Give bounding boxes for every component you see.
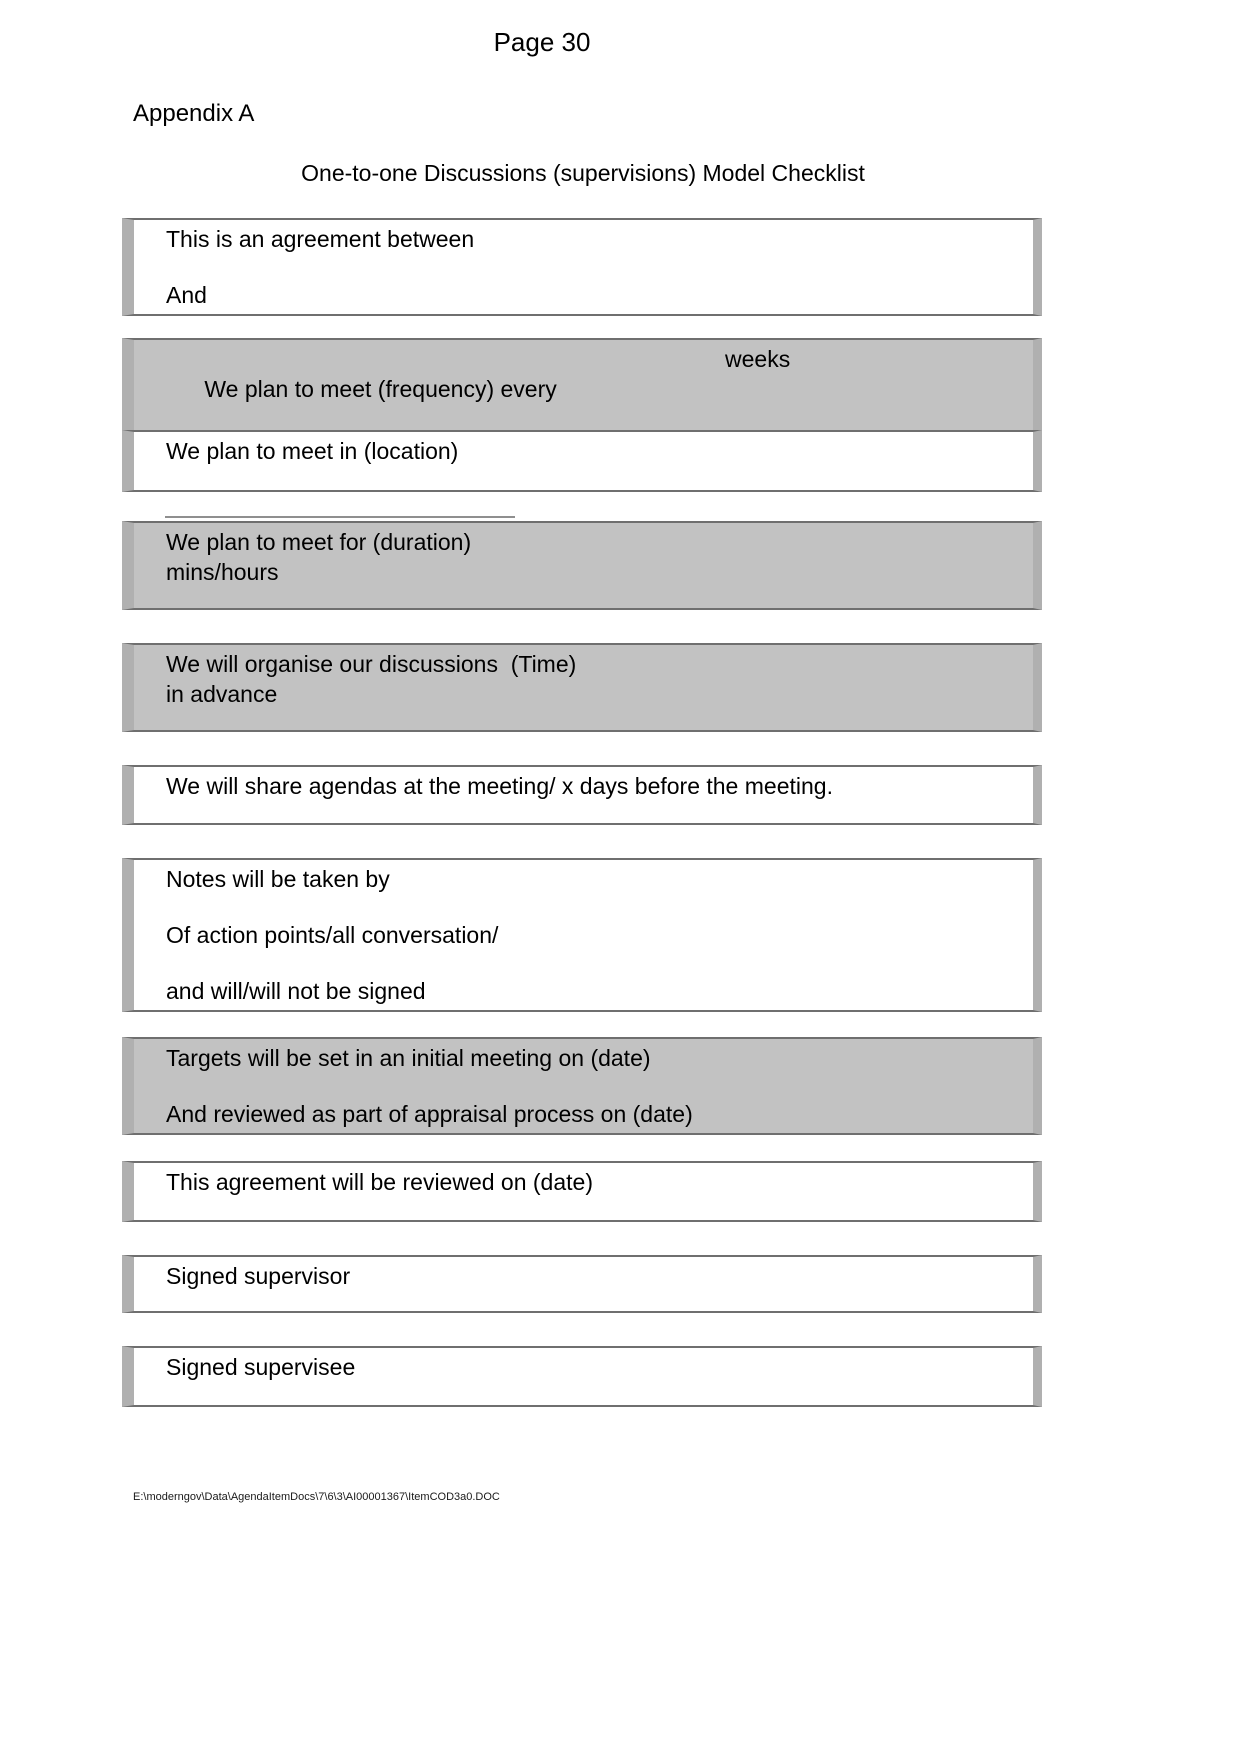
- checklist-box-notes: [122, 858, 1042, 1012]
- box-line: This is an agreement between: [166, 226, 475, 252]
- box-line: This agreement will be reviewed on (date): [166, 1169, 593, 1195]
- box-line: And: [166, 282, 207, 308]
- document-title: One-to-one Discussions (supervisions) Model Checklist: [301, 160, 865, 186]
- checklist-box-signed-supervisor: [122, 1255, 1042, 1313]
- box-line: Signed supervisor: [166, 1263, 351, 1289]
- box-line: Notes will be taken by: [166, 866, 390, 892]
- box-line: We plan to meet in (location): [166, 438, 459, 464]
- box-line: and will/will not be signed: [166, 978, 426, 1004]
- checklist-box-signed-supervisee: [122, 1346, 1042, 1407]
- box-line: mins/hours: [166, 559, 279, 585]
- page-number: Page 30: [493, 27, 591, 57]
- box-top-overlap-line: [165, 516, 515, 518]
- frequency-label: We plan to meet (frequency) every: [204, 376, 557, 402]
- box-line: Targets will be set in an initial meeting on (date): [166, 1045, 651, 1071]
- checklist-box-agendas: [122, 765, 1042, 825]
- checklist-box-targets: [122, 1037, 1042, 1135]
- checklist-box-duration: [122, 521, 1042, 610]
- checklist-box-location: [122, 430, 1042, 492]
- appendix-label: Appendix A: [133, 100, 255, 127]
- box-line: We will share agendas at the meeting/ x days before the meeting.: [166, 773, 833, 799]
- box-line: Of action points/all conversation/: [166, 922, 499, 948]
- box-line: in advance: [166, 681, 278, 707]
- box-line: Signed supervisee: [166, 1354, 356, 1380]
- weeks-label: weeks: [725, 346, 791, 372]
- checklist-box-organise-time: [122, 643, 1042, 732]
- box-line: And reviewed as part of appraisal process on (date): [166, 1101, 693, 1127]
- document-file-path: E:\moderngov\Data\AgendaItemDocs\7\6\3\AI00001367\ItemCOD3a0.DOC: [133, 1491, 500, 1503]
- box-line: We plan to meet for (duration): [166, 529, 472, 555]
- box-line: We will organise our discussions (Time): [166, 651, 577, 677]
- checklist-box-agreement-parties: [122, 218, 1042, 316]
- checklist-box-review-date: [122, 1161, 1042, 1222]
